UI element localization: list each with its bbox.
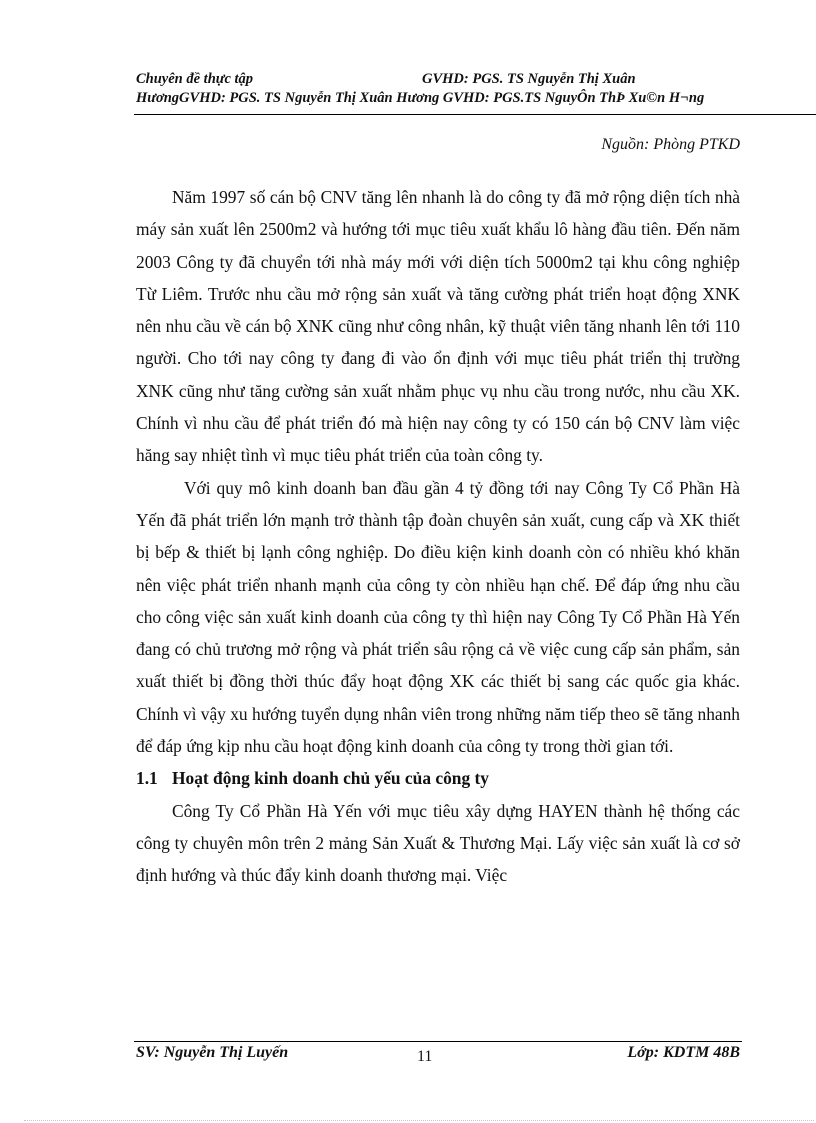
page-number: 11 [417,1048,433,1065]
paragraph-staff-growth: Năm 1997 số cán bộ CNV tăng lên nhanh là do công ty đã mở rộng diện tích nhà máy sản xuất lên 2500m2 và hướng tới mục tiêu xuất khẩu lô hàng đầu tiên. Đến năm 2003 Công ty đã chuyển tới nhà máy mới với diện tích 5000m2 tại khu công nghiệp Từ Liêm. Trước nhu cầu mở rộng sản xuất và tăng cường phát triển hoạt động XNK nên nhu cầu về cán bộ XNK cũng như công nhân, kỹ thuật viên tăng nhanh lên tới 110 người. Cho tới nay công ty đang đi vào ổn định với mục tiêu phát triển thị trường XNK cũng như tăng cường sản xuất nhằm phục vụ nhu cầu trong nước, nhu cầu XK. Chính vì nhu cầu để phát triển đó mà hiện nay công ty có 150 cán bộ CNV làm việc hăng say nhiệt tình vì mục tiêu phát triển của toàn công ty. [136,187,740,466]
header-line-1 [136,70,816,89]
page-footer [136,1044,740,1068]
paragraph-business-activities: Công Ty Cổ Phần Hà Yến với mục tiêu xây dựng HAYEN thành hệ thống các công ty chuyên môn trên 2 mảng Sản Xuất & Thương Mại. Lấy việc sản xuất là cơ sở định hướng và thúc đẩy kinh doanh thương mại. Việc [136,800,740,886]
header-supervisor: GVHD: PGS. TS Nguyễn Thị Xuân [422,71,636,87]
section-title: Hoạt động kinh doanh chủ yếu của công ty [172,768,489,789]
header-document-type: Chuyên đề thực tập [136,71,254,87]
footer-divider [134,1041,742,1042]
header-line-2: HươngGVHD: PGS. TS Nguyễn Thị Xuân Hương GVHD: PGS.TS NguyÔn ThÞ Xu©n H¬ng [136,90,705,106]
document-body [136,181,740,892]
source-note: Nguồn: Phòng PTKD [601,136,740,153]
page-bottom-edge [24,1120,814,1121]
paragraph-business-scale: Với quy mô kinh doanh ban đầu gần 4 tỷ đồng tới nay Công Ty Cổ Phần Hà Yến đã phát triển lớn mạnh trở thành tập đoàn chuyên sản xuất, cung cấp và XK thiết bị bếp & thiết bị lạnh công nghiệp. Do điều kiện kinh doanh còn có nhiều khó khăn nên việc phát triển nhanh mạnh của công ty còn nhiều hạn chế. Để đáp ứng nhu cầu cho công việc sản xuất kinh doanh của công ty thì hiện nay Công Ty Cổ Phần Hà Yến đang có chủ trương mở rộng và phát triển sâu rộng cả về việc cung cấp sản phẩm, sản xuất thiết bị đồng thời thúc đẩy hoạt động XK các thiết bị sang các quốc gia khác. Chính vì vậy xu hướng tuyển dụng nhân viên trong những năm tiếp theo sẽ tăng nhanh để đáp ứng kịp nhu cầu hoạt động kinh doanh của công ty trong thời gian tới. [136,477,740,757]
section-number: 1.1 [136,768,158,789]
footer-student-name: SV: Nguyễn Thị Luyến [136,1044,289,1061]
section-heading [136,762,740,794]
header-divider [134,114,816,115]
footer-class: Lớp: KDTM 48B [627,1044,740,1061]
page-header [136,70,816,108]
